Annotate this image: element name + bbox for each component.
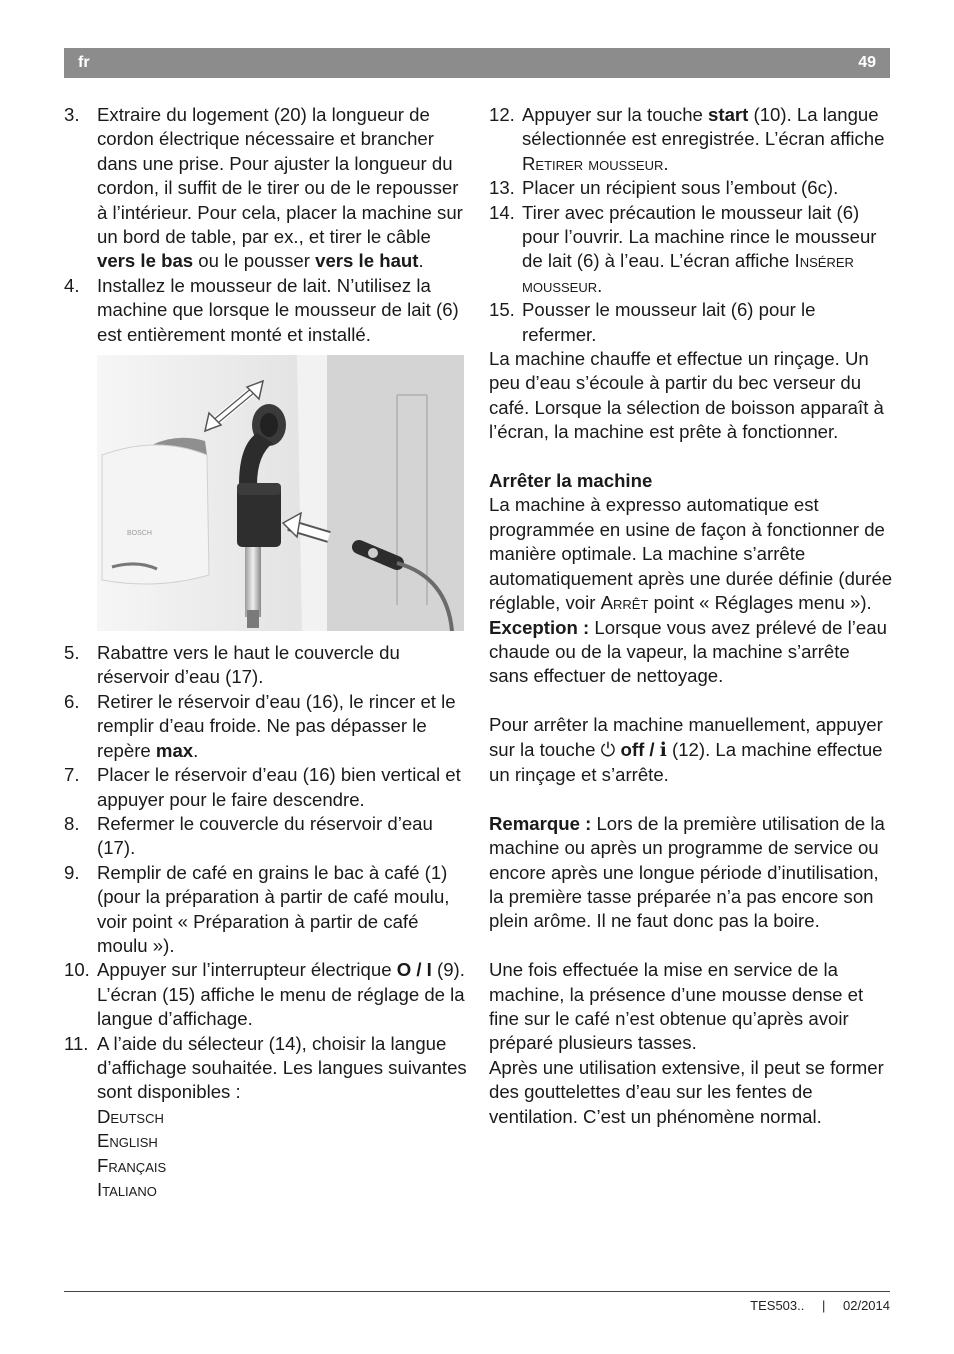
step-number: 12. [489,104,515,125]
step-text: Tirer avec précaution le mousseur lait (6) pour l’ouvrir. La machine rince le mousseur de lait (6) à l’eau. L’écran affiche [522,201,877,272]
paragraph-manual-off [489,713,893,787]
language-option: English [97,1130,158,1152]
step-text: ou le pousser [193,250,316,272]
step-5 [64,641,468,690]
step-12 [489,103,893,176]
paragraph-condensation: Après une utilisation extensive, il peut se former des gouttelettes d’eau sur les fentes de ventilation. C’est un phénomène normal. [489,1056,884,1127]
step-text: . [663,152,669,174]
step-text: Remplir de café en grains le bac à café (1) (pour la préparation à partir de café moulu, voir point « Préparation à partir de café moulu »). [97,861,450,956]
step-number: 9. [64,861,80,883]
step-text: Placer le réservoir d’eau (16) bien vertical et appuyer pour le faire descendre. [97,764,461,810]
step-3 [64,103,468,274]
paragraph-text: Lorsque vous avez prélevé de l’eau chaude ou de la vapeur, la machine s’arrête sans effectuer de nettoyage. [489,616,887,687]
language-option: Français [97,1154,167,1176]
footer-rule [64,1291,890,1292]
step-text: Appuyer sur la touche [522,104,709,125]
step-number: 3. [64,104,80,125]
screen-message: Retirer mousseur [522,152,664,174]
spacer [489,445,893,469]
paragraph-foam: Une fois effectuée la mise en service de la machine, la présence d’une mousse dense et fine sur le café n’est obtenue qu’après avoir préparé plusieurs tasses. [489,959,864,1054]
step-text: (10). La langue sélectionnée est enregistrée. L’écran affiche [522,104,885,150]
step-9 [64,861,468,959]
step-text: . [193,739,199,761]
paragraph-text: point « Réglages menu »). [648,592,872,614]
paragraph-text: (12). La machine effectue un rinçage et s’arrête. [489,738,883,785]
step-4 [64,274,468,347]
step-11 [64,1032,468,1203]
step-number: 8. [64,812,80,834]
screen-message: Insérer mousseur [522,250,854,296]
step-6 [64,690,468,763]
step-text: Installez le mousseur de lait. N’utilisez la machine que lorsque le mousseur de lait (6) est entièrement monté et installé. [97,274,459,345]
spacer [489,689,893,713]
step-14 [489,201,893,299]
step-number: 4. [64,274,80,296]
step-text: A l’aide du sélecteur (14), choisir la langue d’affichage souhaitée. Les langues suivantes sont disponibles : [97,1032,467,1103]
step-7 [64,763,468,812]
page-number: 49 [858,54,876,71]
right-column [489,103,893,1129]
off-label: off / [615,738,660,760]
step-bold: start [708,104,749,125]
model-number: TES503.. [750,1298,805,1313]
step-number: 15. [489,299,515,321]
power-icon: ⏻ [600,738,616,760]
step-10 [64,958,468,1031]
step-text: Placer un récipient sous l’embout (6c). [522,177,839,199]
paragraph-auto-off [489,493,893,615]
step-number: 6. [64,690,80,712]
spacer [489,934,893,958]
footer-separator: | [821,1298,826,1313]
step-text: Extraire du logement (20) la longueur de cordon électrique nécessaire et brancher dans une prise. Pour ajuster la longueur du cordon, il suffit de le tirer ou de le repousser à l’intérieur. Pour cela, placer la machine sur un bord de table, par ex., et tirer le câble [97,104,463,248]
step-text: Retirer le réservoir d’eau (16), le rincer et le remplir d’eau froide. Ne pas dépasser le repère [97,690,456,761]
publication-date: 02/2014 [843,1298,890,1313]
step-text: . [418,250,424,272]
step-number: 5. [64,642,80,664]
section-title [489,469,893,493]
paragraph-text: Pour arrêter la machine manuellement, appuyer sur la touche [489,714,883,760]
step-15 [489,298,893,347]
spacer [489,787,893,811]
step-number: 11. [64,1032,89,1054]
paragraph-text: Lors de la première utilisation de la machine ou après un programme de service ou encore après une longue période d’inutilisation, la première tasse préparée n’a pas encore son plein arôme. Il ne faut donc pas la boire. [489,812,885,932]
step-text: Pousser le mousseur lait (6) pour le refermer. [522,299,816,345]
info-icon: i [659,739,667,761]
language-code: fr [78,54,90,71]
step-bold: max [155,739,194,761]
machine-edge [297,355,327,631]
step-number: 13. [489,177,515,199]
language-option: Deutsch [97,1105,164,1127]
left-column [64,103,468,1202]
step-13 [489,176,893,200]
step-text: Appuyer sur l’interrupteur électrique [97,959,397,981]
brand-label: BOSCH [127,530,152,538]
language-option: Italiano [97,1179,157,1200]
step-number: 14. [489,201,515,223]
menu-reference: Arrêt [600,592,649,614]
step-number: 7. [64,764,80,786]
step-text: Refermer le couvercle du réservoir d’eau (17). [97,812,433,859]
milk-frother-illustration [97,355,464,631]
step-bold: vers le bas [97,250,194,272]
language-list [97,1105,468,1203]
step-number: 10. [64,959,90,981]
step-text: . [597,274,603,296]
step-8 [64,812,468,861]
illustration-svg [97,355,464,631]
page-header-bar [64,48,890,78]
water-tank [102,445,209,584]
paragraph-exception [489,616,893,689]
remark-label: Remarque : [489,812,592,834]
page-footer [750,1298,890,1313]
exception-label: Exception : [489,616,590,638]
step-bold: O / I [396,959,432,981]
paragraph-heating: La machine chauffe et effectue un rinçage. Un peu d’eau s’écoule à partir du bec verseur du café. Lorsque la sélection de boisson apparaît à l’écran, la machine est prête à fonctionner. [489,348,884,443]
paragraph-remark [489,812,893,934]
step-text: (9). L’écran (15) affiche le menu de réglage de la langue d’affichage. [97,959,465,1030]
step-bold: vers le haut [315,250,419,272]
machine-side [327,355,464,631]
section-title-text: Arrêter la machine [489,470,653,492]
step-text: Rabattre vers le haut le couvercle du réservoir d’eau (17). [97,642,400,688]
paragraph-text: La machine à expresso automatique est programmée en usine de façon à fonctionner de manière optimale. La machine s’arrête automatiquement après une durée définie (durée réglable, voir [489,494,893,614]
